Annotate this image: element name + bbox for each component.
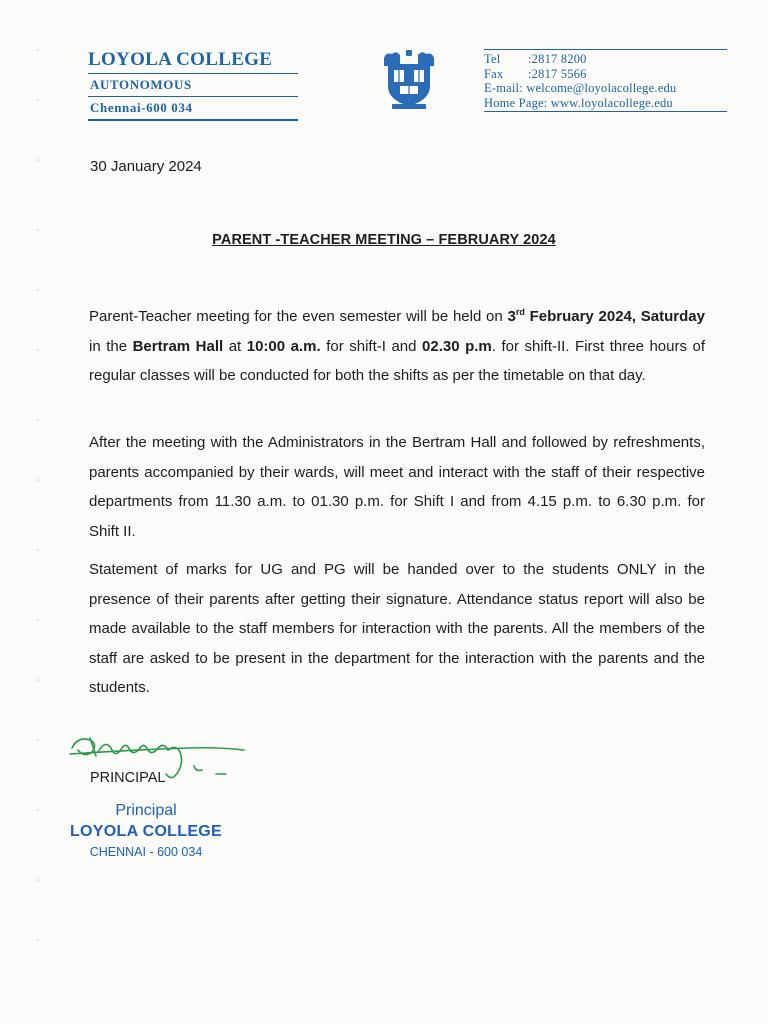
header-rule bbox=[88, 96, 298, 97]
text: Parent-Teacher meeting for the even semester will be held on bbox=[89, 308, 503, 325]
college-name: LOYOLA COLLEGE bbox=[88, 49, 273, 70]
letterhead-left bbox=[88, 50, 298, 121]
margin-dots bbox=[36, 40, 40, 1000]
contact-value: : welcome@loyolacollege.edu bbox=[519, 81, 677, 95]
text: for shift-I and bbox=[320, 337, 423, 355]
college-status: AUTONOMOUS bbox=[90, 77, 192, 92]
paragraph-schedule bbox=[89, 302, 705, 391]
paragraph-department-meeting: After the meeting with the Administrators in the Bertram Hall and followed by refreshments, parents accompanied by their wards, will meet and interact with the staff of their respective departments from 11.30 a.m. to 01.30 p.m. for Shift I and from 4.15 p.m. to 6.30 p.m. for Shift II. bbox=[89, 434, 705, 540]
letter-date: 30 January 2024 bbox=[90, 158, 202, 175]
text: in the bbox=[89, 337, 133, 355]
meeting-day: 3 bbox=[507, 308, 516, 325]
contact-value: :2817 5566 bbox=[528, 66, 587, 81]
contact-label: Tel bbox=[484, 52, 501, 66]
college-address: Chennai-600 034 bbox=[90, 100, 193, 115]
shift2-time: 02.30 p.m bbox=[422, 337, 492, 355]
contact-rule bbox=[484, 49, 727, 50]
header-rule bbox=[88, 119, 298, 121]
contact-value: :2817 8200 bbox=[528, 52, 587, 66]
stamp-city: CHENNAI - 600 034 bbox=[89, 845, 203, 859]
ordinal-suffix: rd bbox=[515, 307, 525, 317]
stamp-title: Principal bbox=[115, 802, 177, 819]
contact-label: E-mail bbox=[484, 81, 520, 95]
signatory-title: PRINCIPAL bbox=[90, 770, 166, 786]
paragraph-marks-statement: Statement of marks for UG and PG will be handed over to the students ONLY in the presence of their parents after getting their signature. Attendance status report will also be made available to the staff members for interaction with the parents. All the members of the staff are asked to be present in the department for the interaction with the parents and the students. bbox=[89, 561, 705, 696]
contact-homepage bbox=[484, 96, 727, 111]
meeting-venue: Bertram Hall bbox=[132, 337, 224, 355]
principal-stamp bbox=[66, 800, 226, 862]
stamp-college: LOYOLA COLLEGE bbox=[69, 823, 223, 840]
contact-label: Home Page bbox=[484, 95, 544, 110]
contact-value: : www.loyolacollege.edu bbox=[543, 95, 673, 110]
shift1-time: 10:00 a.m. bbox=[246, 337, 321, 355]
text: at bbox=[223, 337, 247, 355]
meeting-date: February 2024, Saturday bbox=[524, 308, 705, 325]
contact-label: Fax bbox=[484, 66, 504, 81]
contact-email bbox=[484, 81, 727, 96]
header-rule bbox=[88, 73, 298, 74]
letter-title: PARENT -TEACHER MEETING – FEBRUARY 2024 bbox=[212, 232, 556, 248]
contact-tel bbox=[484, 52, 727, 67]
letterhead-contact bbox=[484, 49, 727, 112]
contact-fax bbox=[484, 67, 727, 82]
college-crest-icon bbox=[378, 48, 440, 112]
contact-rule bbox=[484, 111, 727, 112]
text: . for shift-II. First three hours of regular classes will be conducted for both the shifts as per the timetable on that day. bbox=[89, 337, 706, 384]
